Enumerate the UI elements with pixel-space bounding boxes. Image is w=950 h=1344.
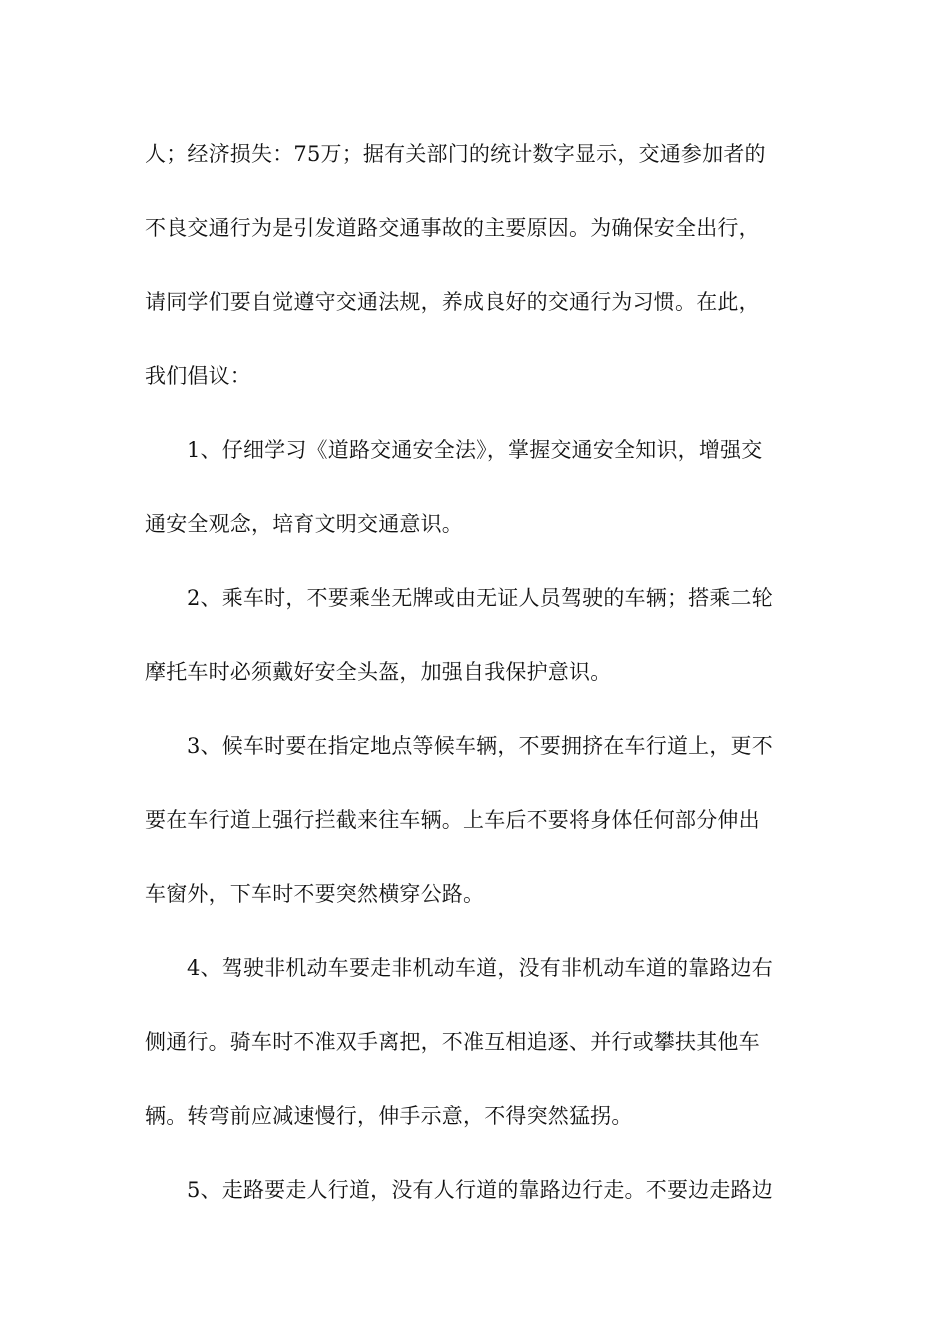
text-line: 要在车行道上强行拦截来往车辆。上车后不要将身体任何部分伸出: [145, 808, 760, 832]
text-line: 摩托车时必须戴好安全头盔，加强自我保护意识。: [145, 660, 612, 684]
text-line: 我们倡议：: [145, 364, 251, 388]
list-item-4-line: 4、驾驶非机动车要走非机动车道，没有非机动车道的靠路边右: [187, 956, 773, 980]
text-line: 通安全观念，培育文明交通意识。: [145, 512, 463, 536]
list-item-3-line: 3、候车时要在指定地点等候车辆，不要拥挤在车行道上，更不: [187, 734, 773, 758]
text-line: 请同学们要自觉遵守交通法规，养成良好的交通行为习惯。在此，: [145, 290, 760, 314]
text-line: 辆。转弯前应减速慢行，伸手示意，不得突然猛拐。: [145, 1104, 633, 1128]
text-line: 侧通行。骑车时不准双手离把，不准互相追逐、并行或攀扶其他车: [145, 1030, 760, 1054]
list-item-2-line: 2、乘车时，不要乘坐无牌或由无证人员驾驶的车辆；搭乘二轮: [187, 586, 773, 610]
list-item-5-line: 5、走路要走人行道，没有人行道的靠路边行走。不要边走路边: [187, 1178, 773, 1202]
text-line: 不良交通行为是引发道路交通事故的主要原因。为确保安全出行，: [145, 216, 760, 240]
text-line: 人；经济损失：75万；据有关部门的统计数字显示，交通参加者的: [145, 142, 766, 166]
list-item-1-line: 1、仔细学习《道路交通安全法》，掌握交通安全知识，增强交: [187, 438, 763, 462]
text-line: 车窗外，下车时不要突然横穿公路。: [145, 882, 485, 906]
